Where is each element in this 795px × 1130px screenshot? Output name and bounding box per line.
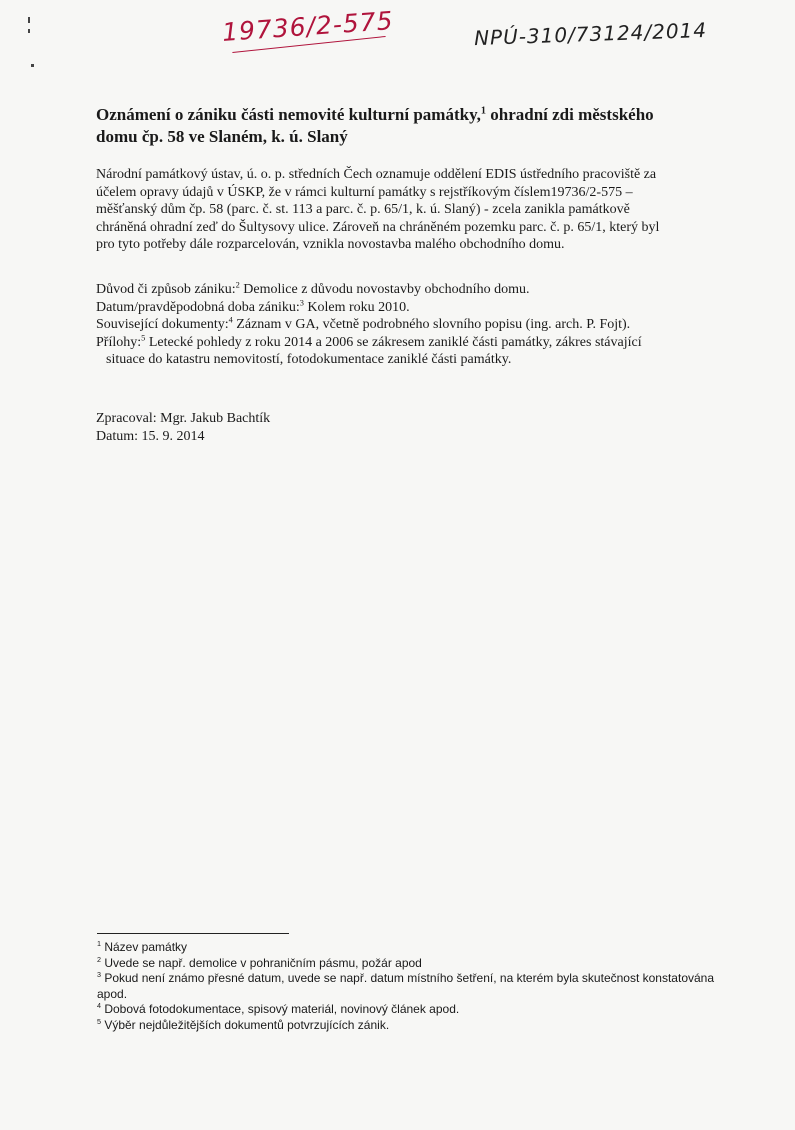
field-attachments xyxy=(96,334,676,369)
scan-speck xyxy=(31,64,34,67)
field-reason xyxy=(96,281,676,299)
footnote xyxy=(97,971,717,1002)
field-footnote-ref: 5 xyxy=(141,332,146,342)
footnote-number: 1 xyxy=(97,939,101,948)
field-value: Záznam v GA, včetně podrobného slovního popisu (ing. arch. P. Fojt). xyxy=(232,317,631,332)
field-value: Demolice z důvodu novostavby obchodního domu. xyxy=(239,282,530,297)
field-value: Kolem roku 2010. xyxy=(303,299,410,315)
field-footnote-ref: 2 xyxy=(235,280,240,290)
field-footnote-ref: 4 xyxy=(228,315,233,325)
main-paragraph-block xyxy=(96,166,676,254)
field-footnote-ref: 3 xyxy=(299,297,304,307)
field-documents xyxy=(96,316,676,334)
footnote-number: 5 xyxy=(97,1016,101,1026)
footnote xyxy=(97,1018,717,1034)
footnote xyxy=(97,1002,717,1018)
footnote-text: Pokud není známo přesné datum, uvede se např. datum místního šetření, na kterém byla skutečnost konstatována apod. xyxy=(97,971,715,1001)
field-label: Přílohy: xyxy=(96,334,142,350)
field-label: Důvod či způsob zániku: xyxy=(96,282,236,297)
footnote-number: 4 xyxy=(97,1001,101,1011)
fields-block xyxy=(96,281,676,369)
field-label: Datum/pravděpodobná doba zániku: xyxy=(96,299,300,315)
footnotes xyxy=(97,940,717,1034)
handwritten-registry-number: 19736/2-575 xyxy=(221,6,395,47)
title-footnote-ref: 1 xyxy=(480,105,486,117)
footnote-text: Dobová fotodokumentace, spisový materiál, novinový článek apod. xyxy=(101,1002,460,1017)
signature-block xyxy=(96,410,676,445)
footnote-text: Výběr nejdůležitějších dokumentů potvrzujících zánik. xyxy=(101,1017,390,1032)
field-value: Letecké pohledy z roku 2014 a 2006 se zákresem zaniklé části památky, zákres stávající situace do katastru nemovitostí, fotodokumentace zaniklé části památky. xyxy=(106,334,642,367)
footnote-separator xyxy=(97,933,289,934)
footnote-text: Název památky xyxy=(101,940,188,954)
footnote-text: Uvede se např. demolice v pohraničním pásmu, požár apod xyxy=(101,955,422,970)
scan-speck xyxy=(28,29,30,33)
footnote xyxy=(97,956,717,972)
scan-speck xyxy=(28,17,30,23)
title-text-start: Oznámení o zániku části nemovité kulturní památky, xyxy=(96,105,481,124)
footnote-number: 3 xyxy=(97,970,101,980)
field-date xyxy=(96,299,676,317)
field-label: Související dokumenty: xyxy=(96,317,229,332)
document-title xyxy=(96,104,656,148)
footnote xyxy=(97,940,717,956)
handwritten-reference-number: NPÚ-310/73124/2014 xyxy=(473,17,708,51)
signature-date: Datum: 15. 9. 2014 xyxy=(96,428,205,444)
footnote-number: 2 xyxy=(97,954,101,964)
title-text-end: ohradní zdi městského domu čp. 58 ve Slaném, k. ú. Slaný xyxy=(96,105,654,146)
main-paragraph: Národní památkový ústav, ú. o. p. středních Čech oznamuje oddělení EDIS ústředního pracoviště za účelem opravy údajů v ÚSKP, že v rámci kulturní památky s rejstříkovým číslem19736/2-575 – měšťanský dům čp. 58 (parc. č. st. 113 a parc. č. p. 65/1, k. ú. Slaný) - zcela zanikla památkově chráněná ohradní zeď do Šultysovy ulice. Zároveň na chráněném pozemku parc. č. p. 65/1, který byl pro tyto potřeby dále rozparcelován, vznikla novostavba malého obchodního domu. xyxy=(96,167,660,252)
prepared-by: Zpracoval: Mgr. Jakub Bachtík xyxy=(96,411,271,426)
